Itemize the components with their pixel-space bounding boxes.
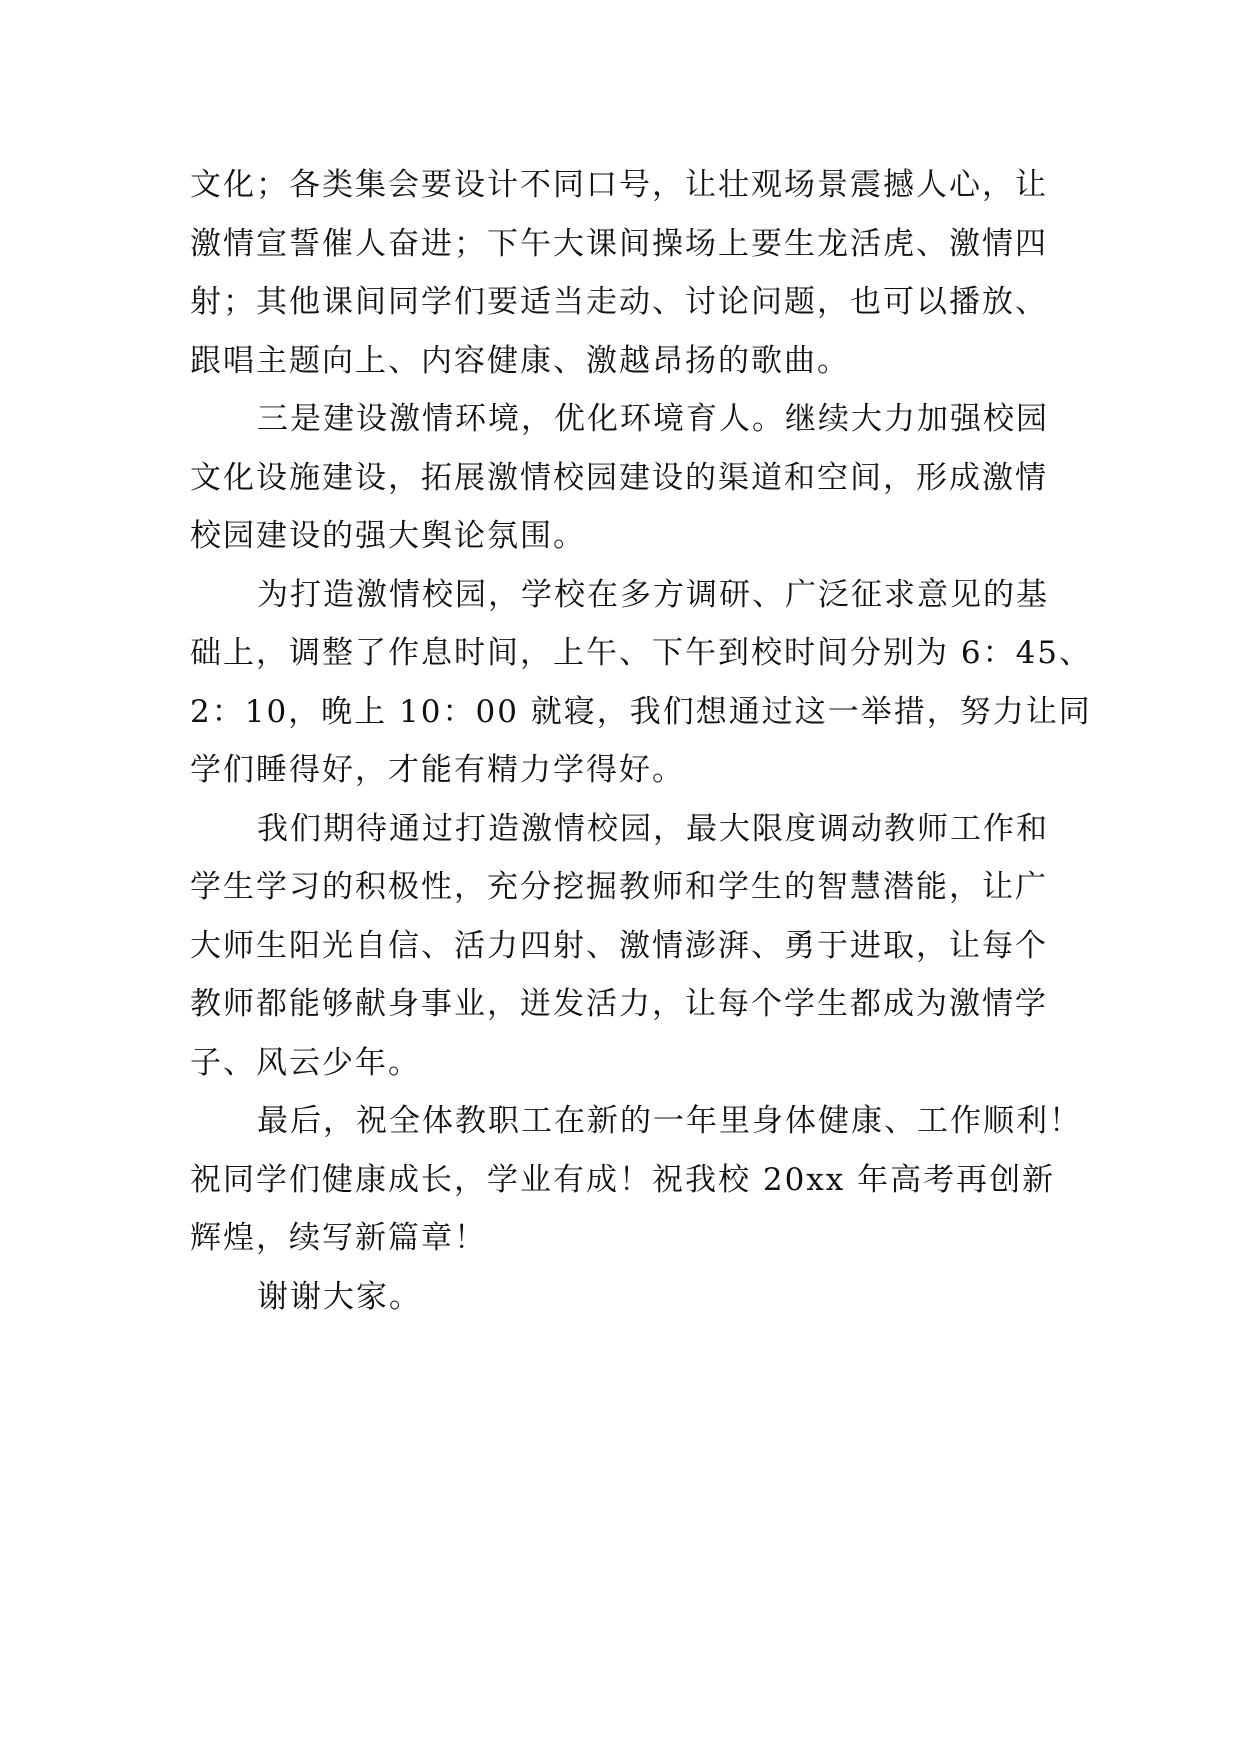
paragraph-4: [190, 800, 1052, 1093]
text-line: 校园建设的强大舆论氛围。: [190, 518, 586, 554]
text-line: 文化；各类集会要设计不同口号，让壮观场景震撼人心，让: [190, 167, 1048, 203]
text-line: 祝同学们健康成长，学业有成！祝我校 20xx 年高考再创新: [190, 1161, 1056, 1198]
text-line: 我们期待通过打造激情校园，最大限度调动教师工作和: [257, 810, 1049, 847]
text-line: 学们睡得好，才能有精力学得好。: [190, 752, 685, 788]
text-line: 础上，调整了作息时间，上午、下午到校时间分别为 6：45、: [190, 635, 1093, 671]
paragraph-5: [190, 1092, 1082, 1268]
text-line: 辉煌，续写新篇章！: [190, 1220, 487, 1256]
text-line: 三是建设激情环境，优化环境育人。继续大力加强校园: [257, 401, 1049, 437]
text-line: 2：10，晚上 10：00 就寝，我们想通过这一举措，努力让同: [190, 693, 1092, 730]
document-body: [190, 156, 1093, 1326]
text-line: 跟唱主题向上、内容健康、激越昂扬的歌曲。: [190, 342, 850, 379]
text-line: 射；其他课间同学们要适当走动、讨论问题，也可以播放、: [190, 284, 1048, 320]
text-line: 为打造激情校园，学校在多方调研、广泛征求意见的基: [257, 576, 1049, 613]
text-line: 文化设施建设，拓展激情校园建设的渠道和空间，形成激情: [190, 459, 1048, 496]
text-line: 最后，祝全体教职工在新的一年里身体健康、工作顺利！: [257, 1103, 1082, 1139]
text-line: 学生学习的积极性，充分挖掘教师和学生的智慧潜能，让广: [190, 869, 1048, 905]
text-line: 大师生阳光自信、活力四射、激情澎湃、勇于进取，让每个: [190, 927, 1048, 964]
paragraph-2: [190, 390, 1052, 566]
text-line: 谢谢大家。: [257, 1278, 422, 1315]
text-line: 教师都能够献身事业，迸发活力，让每个学生都成为激情学: [190, 986, 1048, 1022]
paragraph-3: [190, 566, 1093, 800]
text-line: 激情宣誓催人奋进；下午大课间操场上要生龙活虎、激情四: [190, 225, 1048, 262]
paragraph-1: [190, 156, 1052, 390]
paragraph-6: [190, 1268, 1052, 1327]
text-line: 子、风云少年。: [190, 1044, 421, 1081]
